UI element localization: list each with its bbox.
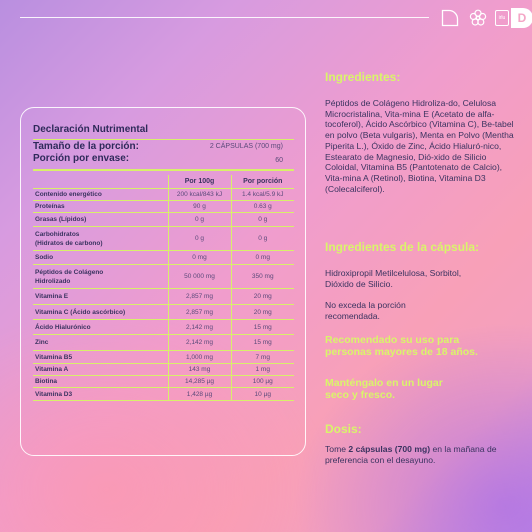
per-serving-value: 15 mg: [231, 335, 294, 351]
per-100g-value: 1,000 mg: [168, 351, 231, 364]
nutrient-name: Ácido Hialurónico: [35, 323, 91, 331]
flower-outline-icon: [469, 9, 487, 27]
table-row: [33, 265, 294, 289]
table-row: [33, 213, 294, 227]
per-100g-value: 50 000 mg: [168, 265, 231, 289]
dose-suffix: en la mañana de preferencia con el desayuno.: [325, 444, 497, 465]
ingredients-text: Péptidos de Colágeno Hidroliza-do, Celulosa Microcristalina, Vita-mina E (Acetato de alfa-tocoferol), Ácido Ascórbico (Vitamina C), Be-tabel en polvo (Beta vulgaris), Menta en Polvo (Mentha Piperita L.), Óxido de Zinc, Ácido Hialuró-nico, Estearato de Magnesio, Dió-xido de Silicio Coloidal, Vitamina B5 (Pantotenato de Calcio), Vita-mina A (Retinol), Biotina, Vitamina D3 (Colecalciferol).: [325, 98, 514, 194]
column-header: Por porción: [231, 175, 294, 189]
table-row: [33, 335, 294, 351]
nutrition-title: Declaración Nutrimental: [33, 124, 149, 135]
per-100g-value: 2,142 mg: [168, 335, 231, 351]
per-100g-value: 14,285 µg: [168, 376, 231, 388]
per-100g-value: 2,142 mg: [168, 320, 231, 335]
nutrient-name: Carbohidratos (Hidratos de carbono): [35, 230, 103, 247]
nutrition-header-blank: [33, 175, 168, 189]
nutrient-name: Biotina: [35, 378, 58, 385]
table-row: [33, 251, 294, 265]
brand-logo-letter: D: [517, 11, 527, 25]
per-100g-value: 2,857 mg: [168, 289, 231, 305]
nutrition-header-row: [33, 175, 294, 189]
per-serving-value: 20 mg: [231, 289, 294, 305]
dose-prefix: Tome: [325, 444, 349, 454]
nutrient-name: Vitamina B5: [35, 353, 73, 361]
per-100g-value: 90 g: [168, 201, 231, 213]
nutrient-name: Vitamina A: [35, 366, 69, 373]
table-row: [33, 227, 294, 251]
nutrition-rule-thick: [33, 169, 294, 171]
per-serving-value: 10 µg: [231, 388, 294, 401]
servings-label: Porción por envase:: [33, 153, 130, 164]
brand-badge-text: irlu: [498, 15, 506, 21]
table-row: [33, 320, 294, 335]
nutrient-name: Proteínas: [35, 203, 65, 210]
per-100g-value: 0 mg: [168, 251, 231, 265]
per-serving-value: 7 mg: [231, 351, 294, 364]
per-serving-value: 350 mg: [231, 265, 294, 289]
per-serving-value: 1 mg: [231, 364, 294, 376]
nutrient-name: Vitamina C (Ácido ascórbico): [35, 308, 126, 316]
dose-heading: Dosis:: [325, 422, 362, 436]
brand-badge: [495, 10, 509, 26]
table-row: [33, 376, 294, 388]
column-header: Por 100g: [168, 175, 231, 189]
per-100g-value: 1,428 µg: [168, 388, 231, 401]
per-serving-value: 100 µg: [231, 376, 294, 388]
per-100g-value: 200 kcal/843 kJ: [168, 189, 231, 201]
servings-value: 60: [275, 157, 283, 164]
per-100g-value: 143 mg: [168, 364, 231, 376]
quarter-circle-outline-icon: [441, 9, 459, 27]
table-row: [33, 388, 294, 401]
ingredients-heading: Ingredientes:: [325, 70, 401, 84]
nutrient-name: Zinc: [35, 339, 49, 346]
nutrient-name: Vitamina E: [35, 293, 69, 300]
table-row: [33, 201, 294, 213]
table-row: [33, 351, 294, 364]
dose-amount: 2 cápsulas (700 mg): [348, 444, 431, 454]
table-row: [33, 189, 294, 201]
top-divider: [20, 17, 429, 18]
per-serving-value: 0 mg: [231, 251, 294, 265]
capsule-text: Hidroxipropil Metilcelulosa, Sorbitol, Dióxido de Silicio.: [325, 268, 462, 289]
serving-size-label: Tamaño de la porción:: [33, 141, 139, 152]
serving-size-value: 2 CÁPSULAS (700 mg): [209, 143, 283, 150]
nutrition-table: [33, 175, 294, 401]
storage-note: Manténgalo en un lugar seco y fresco.: [325, 377, 443, 401]
per-100g-value: 0 g: [168, 227, 231, 251]
per-serving-value: 20 mg: [231, 305, 294, 320]
dose-warning: No exceda la porción recomendada.: [325, 300, 406, 321]
nutrient-name: Péptidos de Colágeno Hidrolizado: [35, 268, 104, 285]
table-row: [33, 289, 294, 305]
per-serving-value: 0 g: [231, 213, 294, 227]
per-serving-value: 1.4 kcal/5.9 kJ: [231, 189, 294, 201]
age-recommendation: Recomendado su uso para personas mayores de 18 años.: [325, 334, 478, 358]
nutrition-body: [33, 189, 294, 401]
capsule-heading: Ingredientes de la cápsula:: [325, 240, 480, 254]
nutrient-name: Contenido energético: [35, 191, 102, 198]
per-serving-value: 0.63 g: [231, 201, 294, 213]
nutrition-rule: [33, 139, 294, 140]
per-serving-value: 0 g: [231, 227, 294, 251]
dose-text: [325, 444, 521, 465]
nutrient-name: Grasas (Lípidos): [35, 216, 87, 223]
nutrient-name: Vitamina D3: [35, 390, 73, 398]
per-serving-value: 15 mg: [231, 320, 294, 335]
nutrient-name: Sodio: [35, 254, 54, 261]
nutrition-panel: [20, 107, 306, 456]
per-100g-value: 2,857 mg: [168, 305, 231, 320]
table-row: [33, 305, 294, 320]
per-100g-value: 0 g: [168, 213, 231, 227]
table-row: [33, 364, 294, 376]
brand-logo: [511, 8, 532, 28]
